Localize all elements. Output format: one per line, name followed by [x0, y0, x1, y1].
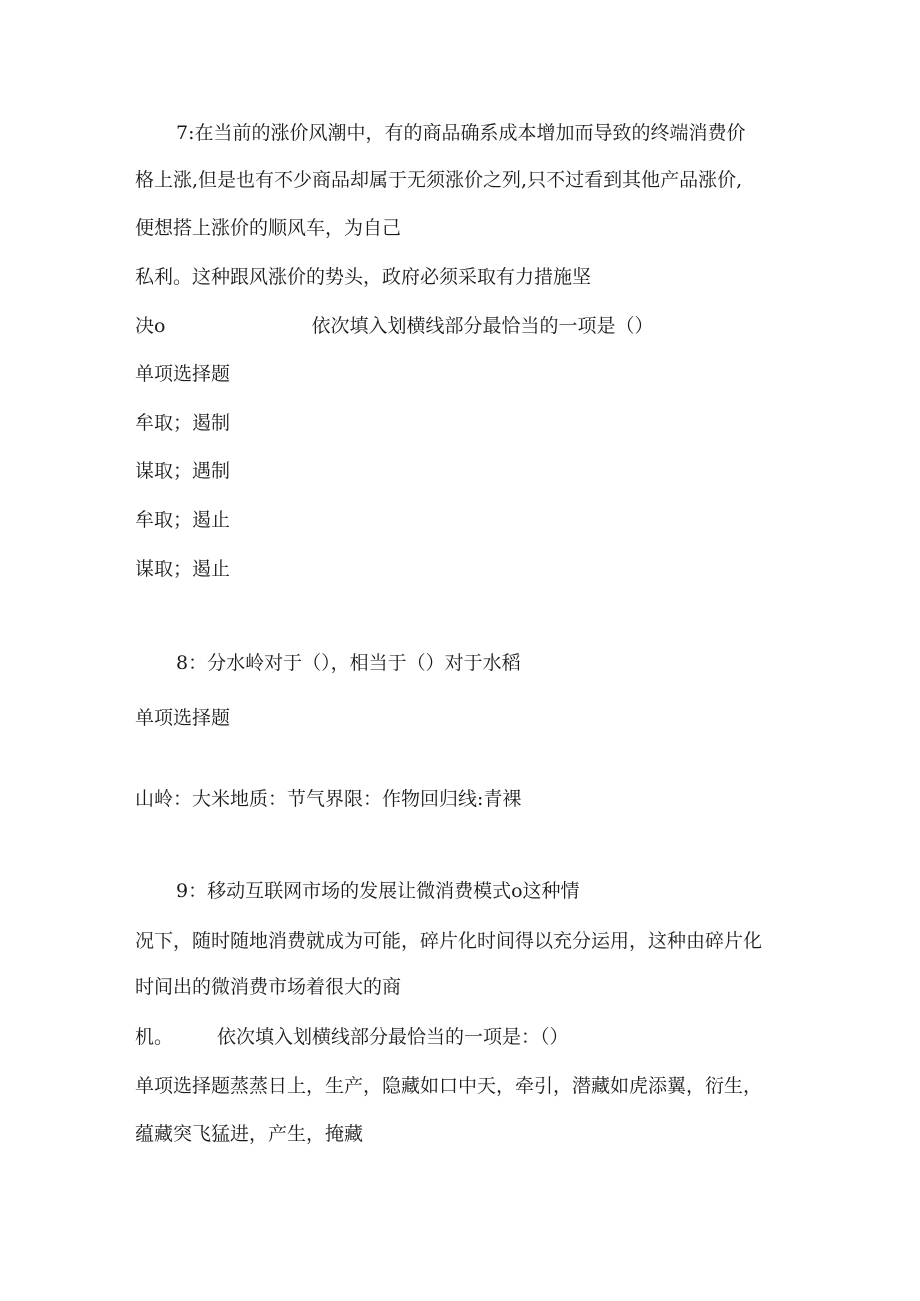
q7-option-a: 牟取；遏制 [135, 412, 231, 434]
q9-stem-line-2: 况下，随时随地消费就成为可能，碎片化时间得以充分运用，这种由碎片化 [135, 930, 763, 952]
q8-question-type: 单项选择题 [135, 707, 231, 729]
q8-answer-line: 山岭：大米地质：节气界限：作物回归线:青裸 [135, 788, 522, 810]
q9-stem-line-3: 时间出的微消费市场着很大的商 [135, 976, 402, 998]
q7-stem-line-1: 7:在当前的涨价风潮中，有的商品确系成本增加而导致的终端消费价 [176, 122, 746, 144]
q7-stem-line-5 [135, 314, 653, 338]
q7-option-b: 谋取；遇制 [135, 460, 231, 482]
q7-stem-line-2: 格上涨,但是也有不少商品却属于无须涨价之列,只不过看到其他产品涨价, [135, 169, 743, 191]
q7-option-d: 谋取；遏止 [135, 558, 231, 580]
q7-stem-line-5-prefix: 决o [135, 315, 166, 337]
q9-stem-line-4-prefix: 机。 [135, 1026, 174, 1048]
q7-question-type: 单项选择题 [135, 363, 231, 385]
q8-stem: 8：分水岭对于（），相当于（）对于水稻 [176, 652, 521, 674]
q9-stem-line-4-suffix: 依次填入划横线部分最恰当的一项是：（） [217, 1026, 569, 1048]
q9-options-line-2: 蕴藏突飞猛进，产生，掩藏 [135, 1123, 364, 1145]
q9-options-line-1: 单项选择题蒸蒸日上，生产，隐藏如口中天，牵引，潜藏如虎添翼，衍生， [135, 1075, 763, 1097]
q7-stem-line-3: 便想搭上涨价的顺风车，为自己 [135, 217, 402, 239]
q7-stem-line-4: 私利。这种跟风涨价的势头，政府必须采取有力措施坚 [135, 266, 592, 288]
q9-stem-line-4 [135, 1025, 569, 1049]
q7-stem-line-5-suffix: 依次填入划横线部分最恰当的一项是（） [311, 315, 654, 337]
q7-option-c: 牟取；遏止 [135, 509, 231, 531]
q9-stem-line-1: 9：移动互联网市场的发展让微消费模式o这种情 [176, 880, 580, 902]
